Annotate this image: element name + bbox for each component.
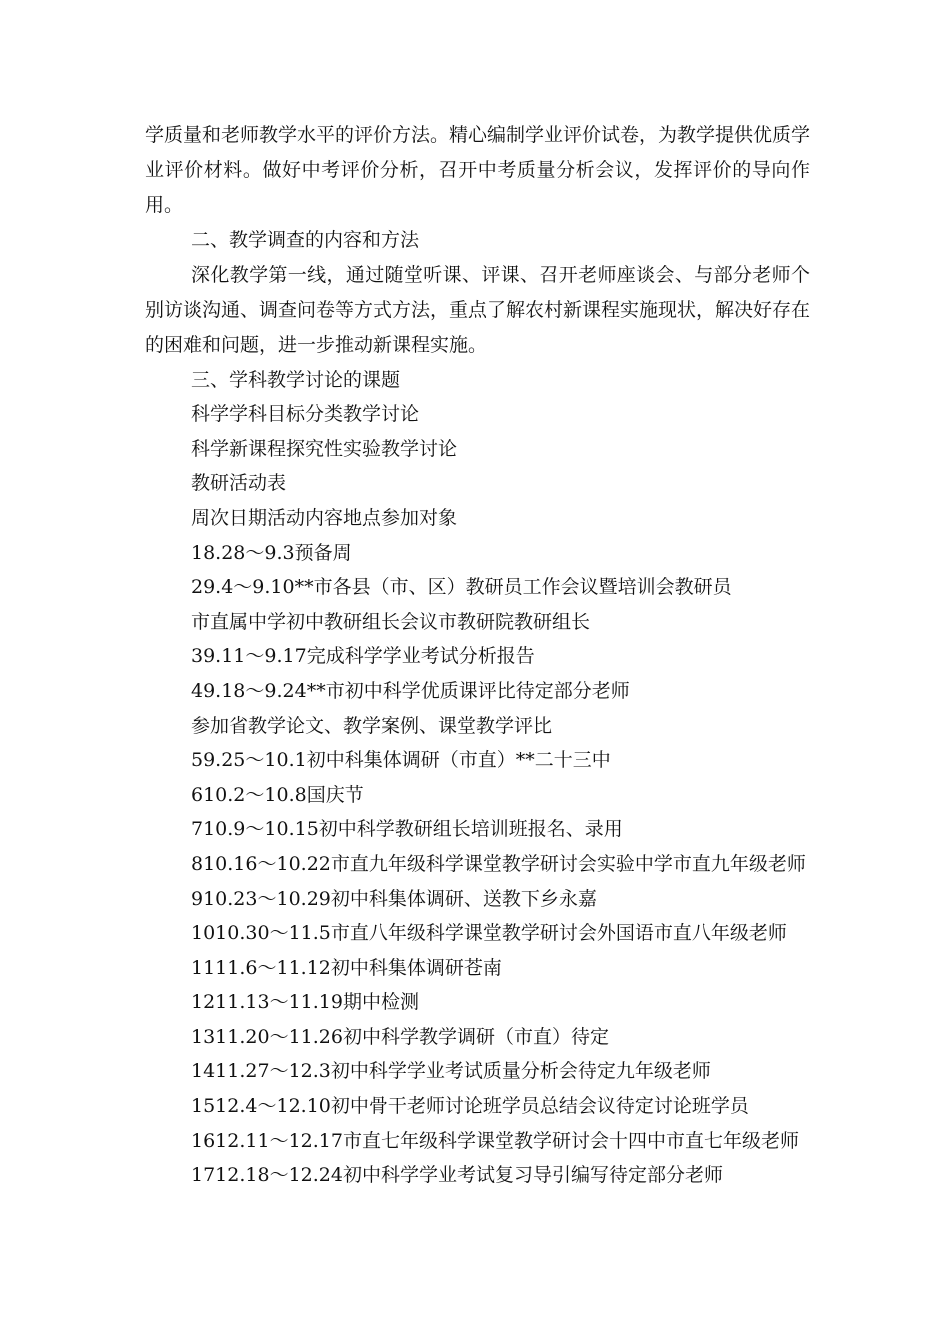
paragraph-survey-method: 深化教学第一线，通过随堂听课、评课、召开老师座谈会、与部分老师个别访谈沟通、调查问卷等方式方法，重点了解农村新课程实施现状，解决好存在的困难和问题，进一步推动新课程实施。 (145, 263, 811, 356)
list-item: 710.9～10.15初中科学教研组长培训班报名、录用 (191, 818, 623, 841)
document-page (145, 118, 810, 1193)
list-item: 1010.30～11.5市直八年级科学课堂教学研讨会外国语市直八年级老师 (191, 922, 787, 945)
list-item: 29.4～9.10**市各县（市、区）教研员工作会议暨培训会教研员 (191, 576, 732, 599)
list-item: 1512.4～12.10初中骨干老师讨论班学员总结会议待定讨论班学员 (191, 1095, 749, 1118)
heading-research-topics: 三、学科教学讨论的课题 (191, 368, 401, 391)
list-item: 1411.27～12.3初中科学学业考试质量分析会待定九年级老师 (191, 1060, 711, 1083)
heading-teaching-survey: 二、教学调查的内容和方法 (191, 229, 420, 251)
list-item: 910.23～10.29初中科集体调研、送教下乡永嘉 (191, 887, 597, 910)
list-item: 59.25～10.1初中科集体调研（市直）**二十三中 (191, 749, 611, 772)
list-item: 参加省教学论文、教学案例、课堂教学评比 (191, 714, 553, 737)
paragraph-evaluation: 学质量和老师教学水平的评价方法。精心编制学业评价试卷，为教学提供优质学业评价材料。做好中考评价分析，召开中考质量分析会议，发挥评价的导向作用。 (145, 124, 811, 216)
list-item: 科学新课程探究性实验教学讨论 (191, 437, 458, 460)
list-item: 810.16～10.22市直九年级科学课堂教学研讨会实验中学市直九年级老师 (191, 852, 806, 875)
list-item: 周次日期活动内容地点参加对象 (191, 506, 458, 529)
list-item: 科学学科目标分类教学讨论 (191, 403, 420, 426)
list-item: 1311.20～11.26初中科学教学调研（市直）待定 (191, 1025, 609, 1048)
list-item: 1211.13～11.19期中检测 (191, 991, 419, 1014)
list-item: 610.2～10.8国庆节 (191, 783, 364, 806)
list-item: 1612.11～12.17市直七年级科学课堂教学研讨会十四中市直七年级老师 (191, 1129, 799, 1152)
list-item: 1111.6～11.12初中科集体调研苍南 (191, 956, 502, 979)
activity-list (145, 397, 810, 1193)
list-item: 18.28～9.3预备周 (191, 541, 352, 564)
list-item: 49.18～9.24**市初中科学优质课评比待定部分老师 (191, 679, 630, 702)
list-item: 市直属中学初中教研组长会议市教研院教研组长 (191, 610, 591, 633)
list-item: 教研活动表 (191, 472, 287, 495)
list-item: 1712.18～12.24初中科学学业考试复习导引编写待定部分老师 (191, 1164, 723, 1187)
list-item: 39.11～9.17完成科学学业考试分析报告 (191, 645, 535, 668)
